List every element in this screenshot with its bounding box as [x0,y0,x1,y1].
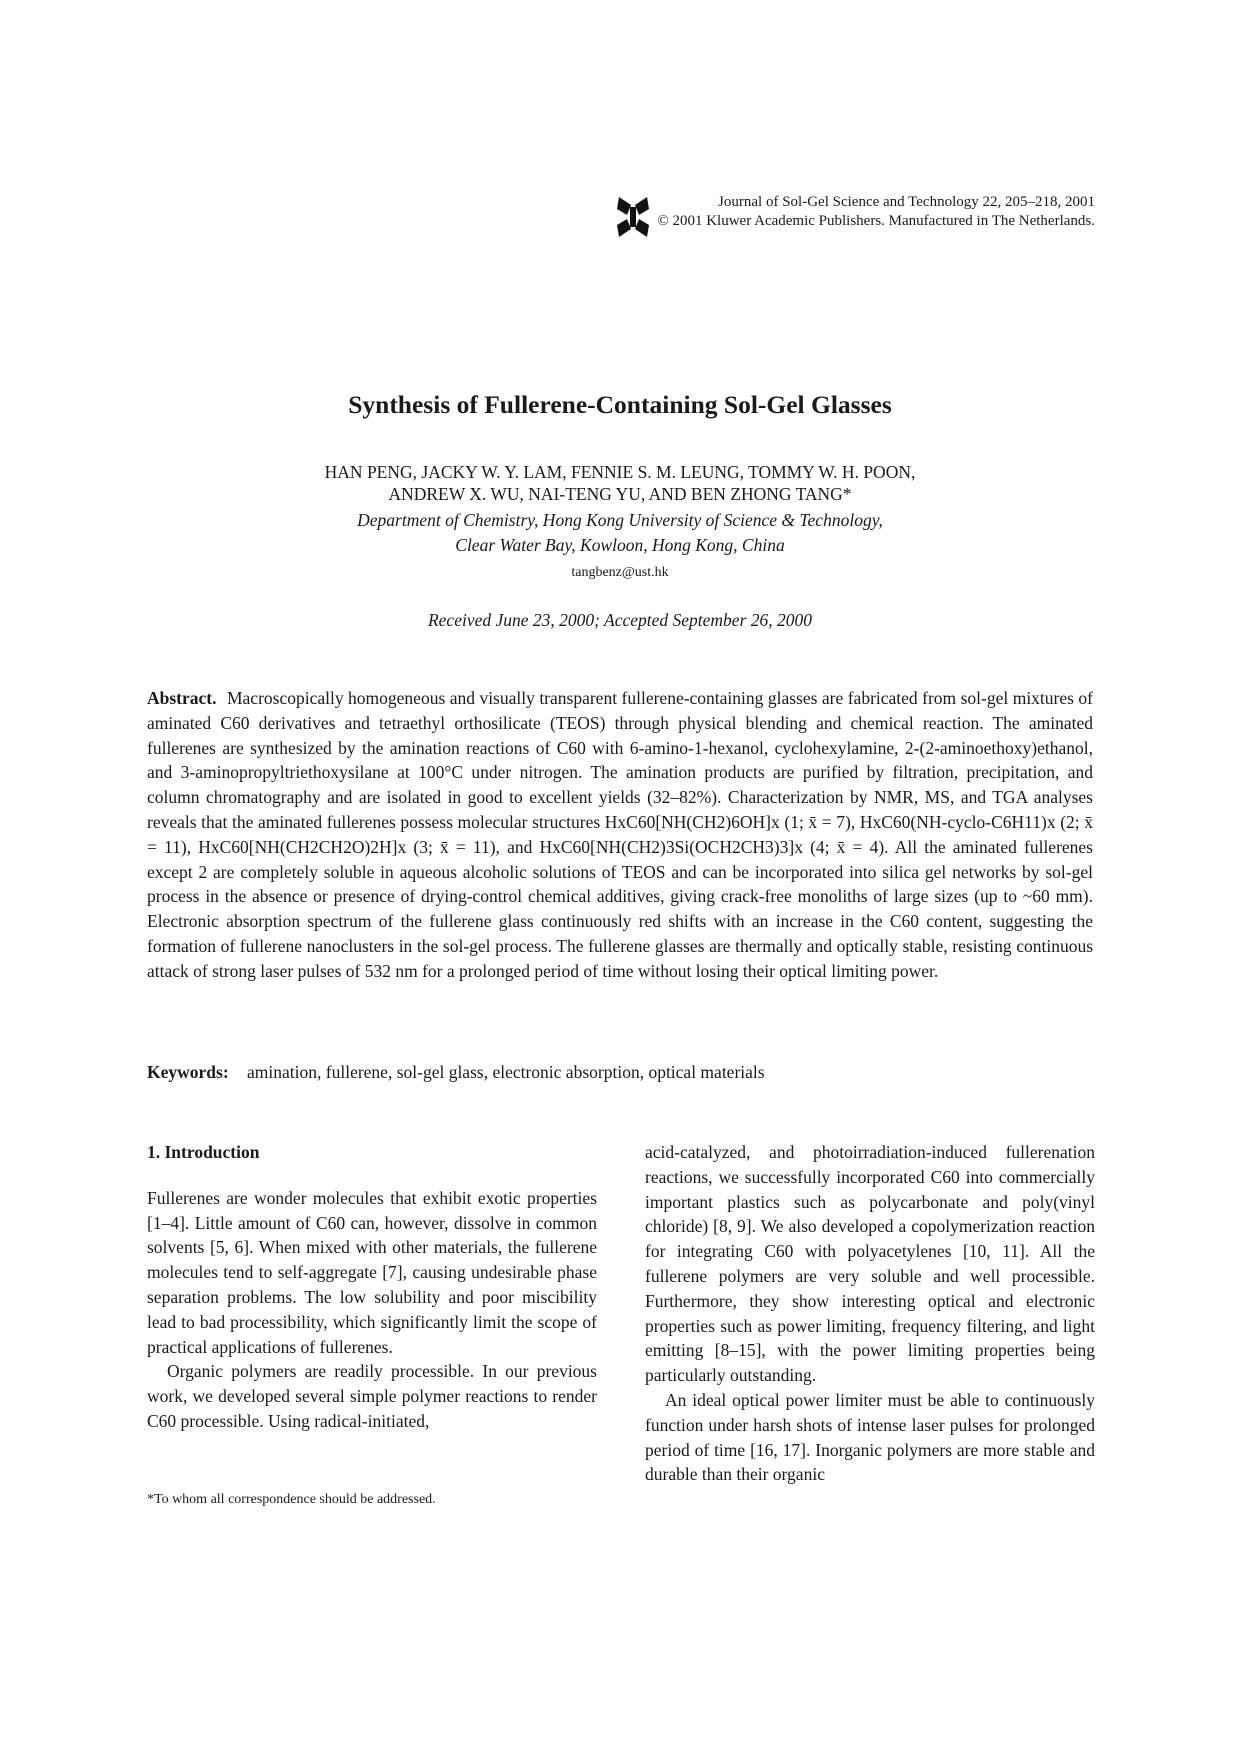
author-line-1: HAN PENG, JACKY W. Y. LAM, FENNIE S. M. LEUNG, TOMMY W. H. POON, [324,462,916,482]
keywords-text: amination, fullerene, sol-gel glass, electronic absorption, optical materials [247,1062,765,1082]
keywords-label: Keywords: [147,1062,229,1082]
paragraph: acid-catalyzed, and photoirradiation-induced fullerenation reactions, we successfully incorporated C60 into commercially important plastics such as polycarbonate and poly(vinyl chloride) [8, 9]. We also developed a copolymerization reaction for integrating C60 with polyacetylenes [10, 11]. All the fullerene polymers are very soluble and well processible. Furthermore, they show interesting optical and electronic properties such as power limiting, frequency filtering, and light emitting [8–15], with the power limiting properties being particularly outstanding. [645,1142,1095,1386]
abstract-text: Macroscopically homogeneous and visually transparent fullerene-containing glasses are fabricated from sol-gel mixtures of aminated C60 derivatives and tetraethyl orthosilicate (TEOS) through physical blending and chemical reaction. The aminated fullerenes are synthesized by the amination reactions of C60 with 6-amino-1-hexanol, cyclohexylamine, 2-(2-aminoethoxy)ethanol, and 3-aminopropyltriethoxysilane at 100°C under nitrogen. The amination products are purified by filtration, precipitation, and column chromatography and are isolated in good to excellent yields (32–82%). Characterization by NMR, MS, and TGA analyses reveals that the aminated fullerenes possess molecular structures HxC60[NH(CH2)6OH]x (1; x̄ = 7), HxC60(NH-cyclo-C6H11)x (2; x̄ = 11), HxC60[NH(CH2CH2O)2H]x (3; x̄ = 11), and HxC60[NH(CH2)3Si(OCH2CH3)3]x (4; x̄ = 4). All the aminated fullerenes except 2 are completely soluble in aqueous alcoholic solutions of TEOS and can be incorporated into silica gel networks by sol-gel process in the absence or presence of drying-control chemical additives, giving crack-free monoliths of large sizes (up to ~60 mm). Electronic absorption spectrum of the fullerene glass continuously red shifts with an increase in the C60 content, suggesting the formation of fullerene nanoclusters in the sol-gel process. The fullerene glasses are thermally and optically stable, resisting continuous attack of strong laser pulses of 532 nm for a prolonged period of time without losing their optical limiting power. [147,688,1093,981]
paper-title: Synthesis of Fullerene-Containing Sol-Gel Glasses [348,390,892,419]
publisher-logo-icon [615,195,651,239]
affiliation-line-2: Clear Water Bay, Kowloon, Hong Kong, China [455,535,785,555]
right-column [645,1140,1095,1487]
section-heading-introduction: 1. Introduction [147,1142,260,1162]
author-line-2: ANDREW X. WU, NAI-TENG YU, AND BEN ZHONG TANG* [388,484,852,504]
footnote: *To whom all correspondence should be addressed. [147,1492,436,1507]
author-list [0,461,1240,505]
abstract [147,686,1093,984]
keywords [147,1062,1093,1083]
affiliation-line-1: Department of Chemistry, Hong Kong University of Science & Technology, [357,510,883,530]
journal-header [560,193,1095,239]
author-email: tangbenz@ust.hk [571,565,669,580]
affiliation [0,508,1240,558]
copyright-notice: © 2001 Kluwer Academic Publishers. Manufactured in The Netherlands. [657,213,1095,229]
paragraph: An ideal optical power limiter must be able to continuously function under harsh shots of intense laser pulses for prolonged period of time [16, 17]. Inorganic polymers are more stable and durable than their organic [645,1389,1095,1485]
journal-citation: Journal of Sol-Gel Science and Technology 22, 205–218, 2001 [718,194,1095,210]
abstract-label: Abstract. [147,688,217,708]
paragraph: Organic polymers are readily processible. In our previous work, we developed several simple polymer reactions to render C60 processible. Using radical-initiated, [147,1361,597,1431]
left-column [147,1140,597,1434]
received-dates: Received June 23, 2000; Accepted September 26, 2000 [427,610,813,630]
paragraph: Fullerenes are wonder molecules that exhibit exotic properties [1–4]. Little amount of C60 can, however, dissolve in common solvents [5, 6]. When mixed with other materials, the fullerene molecules tend to self-aggregate [7], causing undesirable phase separation problems. The low solubility and poor miscibility lead to bad processibility, which significantly limit the scope of practical applications of fullerenes. [147,1187,597,1357]
